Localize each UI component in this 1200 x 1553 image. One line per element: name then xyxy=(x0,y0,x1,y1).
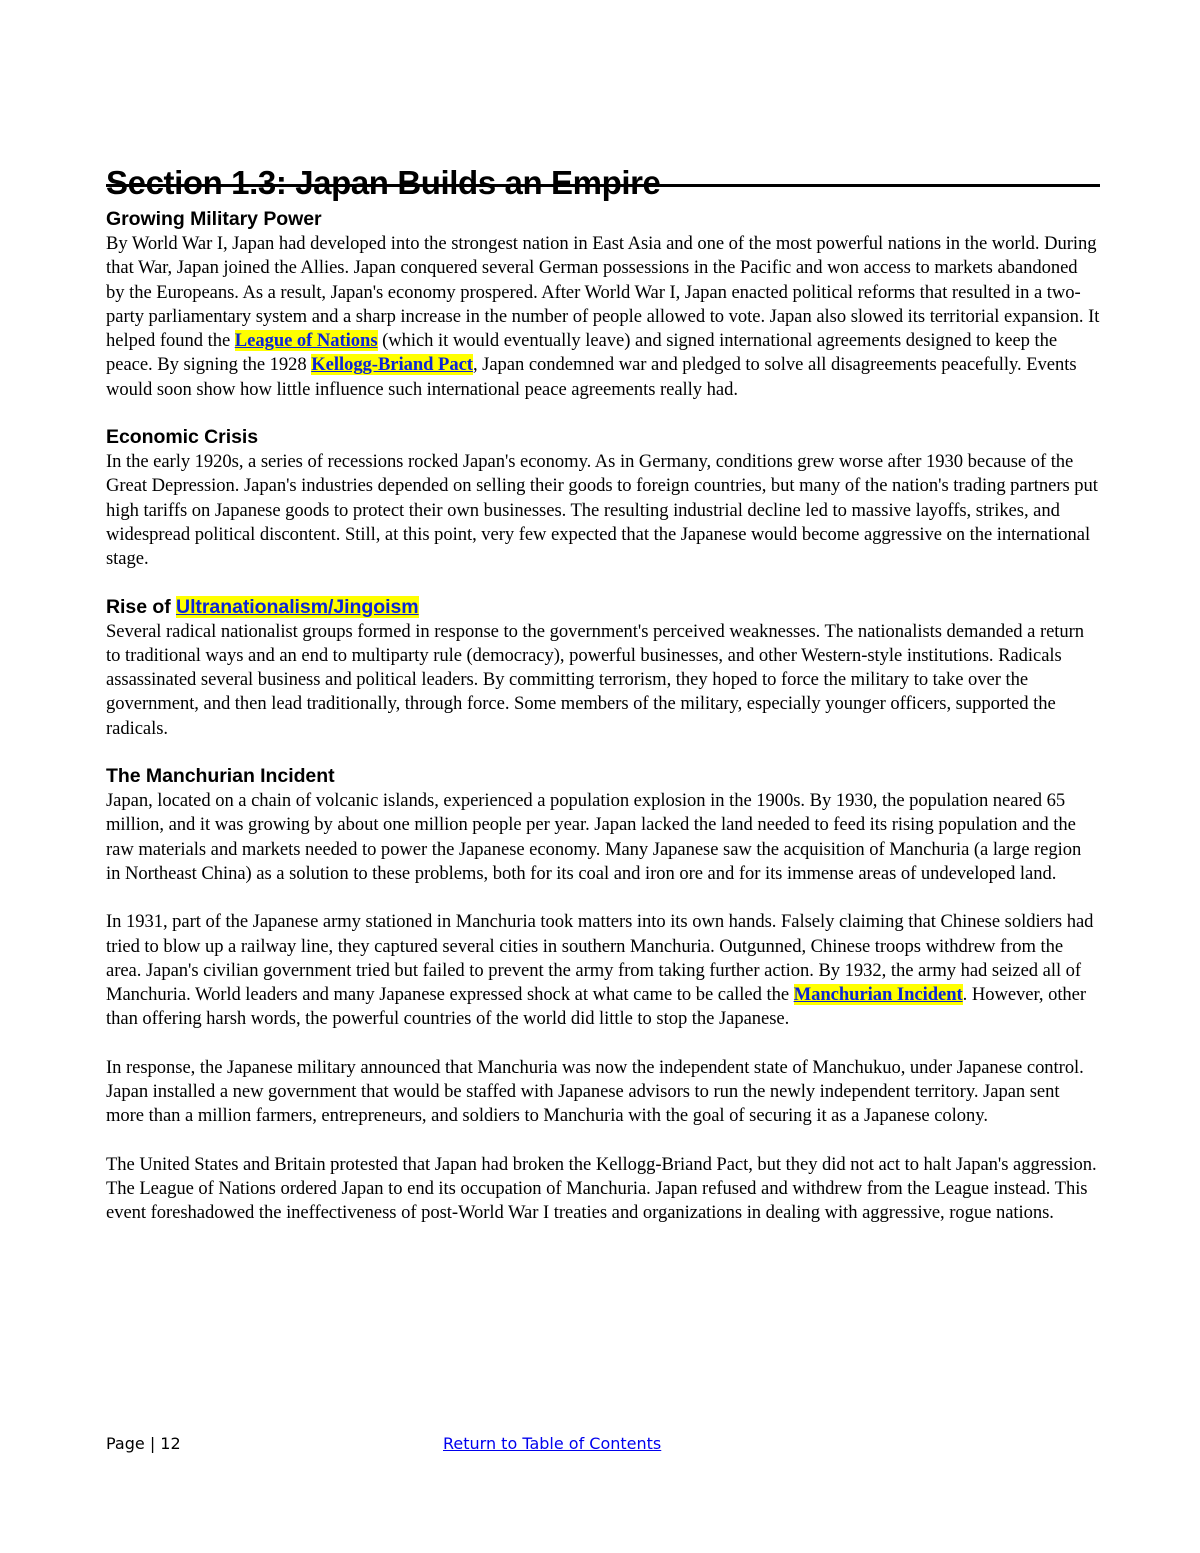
section-heading: The Manchurian Incident xyxy=(106,765,335,788)
return-to-toc-link[interactable]: Return to Table of Contents xyxy=(443,1434,662,1453)
section-paragraph: In the early 1920s, a series of recessions rocked Japan's economy. As in Germany, conditions grew worse after 1930 because of the Great Depression. Japan's industries depended on selling their goods to foreign countries, but many of the nation's trading partners put high tariffs on Japanese goods to protect their own businesses. The resulting industrial decline led to massive layoffs, strikes, and widespread political discontent. Still, at this point, very few expected that the Japanese would become aggressive on the international stage. xyxy=(106,451,1098,570)
paragraph-text: In 1931, part of the Japanese army stationed in Manchuria took matters into its own hands. Falsely claiming that Chinese soldiers had tried to blow up a railway line, they captured several cities in southern Manchuria. Outgunned, Chinese troops withdrew from the area. Japan's civilian government tried but failed to prevent the army from taking further action. By 1932, the army had seized all of Manchuria. World leaders and many Japanese expressed shock at what came to be called the xyxy=(106,911,1094,1006)
section-heading: Growing Military Power xyxy=(106,208,322,230)
paragraph-text: . However, other than offering harsh words, the powerful countries of the world did little to stop the Japanese. xyxy=(106,984,1087,1030)
link-kellogg-briand-pact[interactable]: Kellogg-Briand Pact xyxy=(311,354,473,376)
paragraph-text: , Japan condemned war and pledged to solve all disagreements peacefully. Events would soon show how little influence such international peace agreements really had. xyxy=(106,354,1077,400)
link-league-of-nations[interactable]: League of Nations xyxy=(234,330,378,352)
document-body xyxy=(106,206,1100,1248)
section-paragraph: The United States and Britain protested that Japan had broken the Kellogg-Briand Pact, but they did not act to halt Japan's aggression. The League of Nations ordered Japan to end its occupation of Manchuria. Japan refused and withdrew from the League instead. This event foreshadowed the ineffectiveness of post-World War I treaties and organizations in dealing with aggressive, rogue nations. xyxy=(106,1153,1097,1224)
page-number: Page | 12 xyxy=(106,1434,181,1453)
paragraph-text: (which it would eventually leave) and signed international agreements designed to keep the peace. By signing the 1928 xyxy=(106,330,1058,376)
section-paragraph: In response, the Japanese military announced that Manchuria was now the independent state of Manchukuo, under Japanese control. Japan installed a new government that would be staffed with Japanese advisors to run the newly independent territory. Japan sent more than a million farmers, entrepreneurs, and soldiers to Manchuria with the goal of securing it as a Japanese colony. xyxy=(106,1056,1084,1127)
link-ultranationalism-jingoism[interactable]: Ultranationalism/Jingoism xyxy=(176,595,419,618)
section-growing-military-power xyxy=(106,206,1100,402)
paragraph-text: By World War I, Japan had developed into the strongest nation in East Asia and one of the most powerful nations in the world. During that War, Japan joined the Allies. Japan conquered several German possessions in the Pacific and won access to markets abandoned by the Europeans. As a result, Japan's economy prospered. After World War I, Japan enacted political reforms that resulted in a two-party parliamentary system and a sharp increase in the number of people allowed to vote. Japan also slowed its territorial expansion. It helped found the xyxy=(106,233,1100,352)
link-manchurian-incident[interactable]: Manchurian Incident xyxy=(793,984,963,1006)
heading-text: Rise of xyxy=(106,595,177,618)
section-paragraph xyxy=(106,910,1100,1031)
section-economic-crisis xyxy=(106,424,1100,571)
section-rise-of-ultranationalism xyxy=(106,594,1100,741)
section-paragraph xyxy=(106,232,1100,402)
page-title: Section 1.3: Japan Builds an Empire xyxy=(106,164,661,202)
section-manchurian-incident xyxy=(106,763,1100,1225)
section-paragraph: Japan, located on a chain of volcanic islands, experienced a population explosion in the 1900s. By 1930, the population neared 65 million, and it was growing by about one million people per year. Japan lacked the land needed to feed its rising population and the raw materials and markets needed to power the Japanese economy. Many Japanese saw the acquisition of Manchuria (a large region in Northeast China) as a solution to these problems, both for its coal and iron ore and for its immense areas of undeveloped land. xyxy=(106,790,1082,884)
section-heading xyxy=(106,594,1100,620)
title-rule xyxy=(106,184,1100,187)
section-paragraph: Several radical nationalist groups formed in response to the government's perceived weaknesses. The nationalists demanded a return to traditional ways and an end to multiparty rule (democracy), powerful businesses, and other Western-style institutions. Radicals assassinated several business and political leaders. By committing terrorism, they hoped to force the military to take over the government, and then lead traditionally, through force. Some members of the military, especially younger officers, supported the radicals. xyxy=(106,620,1085,739)
section-heading: Economic Crisis xyxy=(106,426,259,449)
